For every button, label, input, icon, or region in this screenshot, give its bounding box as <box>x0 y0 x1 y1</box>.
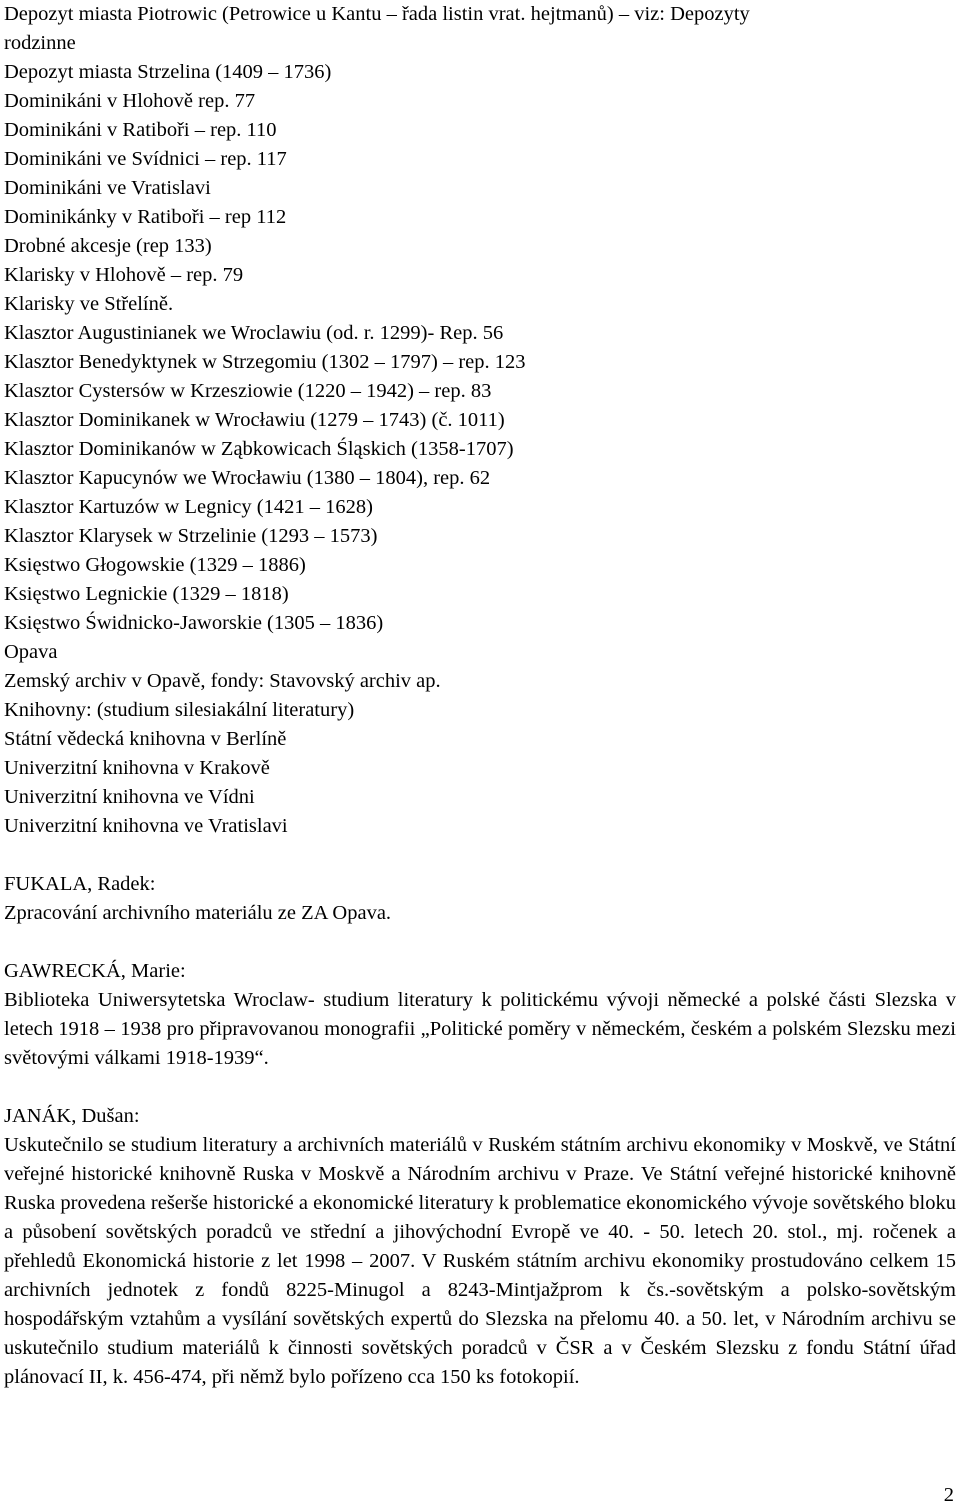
spacer <box>4 928 956 957</box>
list-line: Zemský archiv v Opavě, fondy: Stavovský archiv ap. <box>4 670 441 692</box>
archive-list <box>4 0 956 841</box>
list-line: Klasztor Dominikanek w Wrocławiu (1279 – 1743) (č. 1011) <box>4 409 505 431</box>
author-name: JANÁK, Dušan: <box>4 1105 140 1127</box>
list-line: Knihovny: (studium silesiakální literatury) <box>4 699 355 721</box>
janak-section <box>4 1102 956 1392</box>
list-line: Klarisky ve Střelíně. <box>4 293 174 315</box>
gawrecka-section <box>4 957 956 1073</box>
list-line: Klasztor Klarysek w Strzelinie (1293 – 1573) <box>4 525 378 547</box>
list-line: Księstwo Legnickie (1329 – 1818) <box>4 583 289 605</box>
list-line: Univerzitní knihovna ve Vratislavi <box>4 815 288 837</box>
list-line: Księstwo Głogowskie (1329 – 1886) <box>4 554 306 576</box>
list-line: Dominikánky v Ratiboři – rep 112 <box>4 206 287 228</box>
list-line: Depozyt miasta Piotrowic (Petrowice u Kantu – řada listin vrat. hejtmanů) – viz: Depozyty <box>4 3 750 25</box>
page-number: 2 <box>943 1484 954 1506</box>
author-name: FUKALA, Radek: <box>4 873 156 895</box>
list-line: Opava <box>4 641 58 663</box>
author-paragraph: Zpracování archivního materiálu ze ZA Opava. <box>4 902 392 924</box>
author-paragraph: Biblioteka Uniwersytetska Wroclaw- studium literatury k politickému vývoji německé a polské části Slezska v letech 1918 – 1938 pro připravovanou monografii „Politické poměry v německém, českém a polském Slezsku mezi světovými válkami 1918-1939“. <box>4 989 956 1069</box>
list-line: Klasztor Augustinianek we Wroclawiu (od. r. 1299)- Rep. 56 <box>4 322 504 344</box>
list-line: Klasztor Kartuzów w Legnicy (1421 – 1628) <box>4 496 373 518</box>
list-line: Univerzitní knihovna v Krakově <box>4 757 270 779</box>
fukala-section <box>4 870 956 928</box>
list-line: Dominikáni v Ratiboři – rep. 110 <box>4 119 277 141</box>
list-line: Dominikáni ve Svídnici – rep. 117 <box>4 148 287 170</box>
list-line: Klasztor Dominikanów w Ząbkowicach Śląskich (1358-1707) <box>4 438 514 460</box>
list-line: Klasztor Benedyktynek w Strzegomiu (1302 – 1797) – rep. 123 <box>4 351 526 373</box>
list-line: Drobné akcesje (rep 133) <box>4 235 212 257</box>
author-paragraph: Uskutečnilo se studium literatury a archivních materiálů v Ruském státním archivu ekonomiky v Moskvě, ve Státní veřejné historické knihovně Ruska v Moskvě a Národním archivu v Praze. Ve Státní veřejné historické knihovně Ruska provedena rešerše historické a ekonomické literatury k problematice ekonomického vývoje sovětského bloku a působení sovětských poradců ve střední a jihovýchodní Evropě ve 40. - 50. letech 20. stol., mj. ročenek a přehledů Ekonomická historie z let 1998 – 2007. V Ruském státním archivu ekonomiky prostudováno celkem 15 archivních jednotek z fondů 8225-Minugol a 8243-Mintjažprom k čs.-sovětským a polsko-sovětským hospodářským vztahům a vysílání sovětských expertů do Slezska na přelomu 40. a 50. let, v Národním archivu se uskutečnilo studium materiálů k činnosti sovětských poradců v ČSR a v Českém Slezsku z fondu Státní úřad plánovací II, k. 456-474, při němž bylo pořízeno cca 150 ks fotokopií. <box>4 1134 956 1388</box>
list-line: Univerzitní knihovna ve Vídni <box>4 786 255 808</box>
list-line: Księstwo Świdnicko-Jaworskie (1305 – 1836) <box>4 612 384 634</box>
list-line: Klasztor Kapucynów we Wrocławiu (1380 – 1804), rep. 62 <box>4 467 491 489</box>
list-line: rodzinne <box>4 32 76 54</box>
document-page <box>4 0 956 1392</box>
list-line: Dominikáni ve Vratislavi <box>4 177 211 199</box>
list-line: Klarisky v Hlohově – rep. 79 <box>4 264 244 286</box>
list-line: Depozyt miasta Strzelina (1409 – 1736) <box>4 61 332 83</box>
spacer <box>4 841 956 870</box>
author-name: GAWRECKÁ, Marie: <box>4 960 186 982</box>
list-line: Dominikáni v Hlohově rep. 77 <box>4 90 256 112</box>
list-line: Státní vědecká knihovna v Berlíně <box>4 728 287 750</box>
list-line: Klasztor Cystersów w Krzesziowie (1220 – 1942) – rep. 83 <box>4 380 492 402</box>
spacer <box>4 1073 956 1102</box>
